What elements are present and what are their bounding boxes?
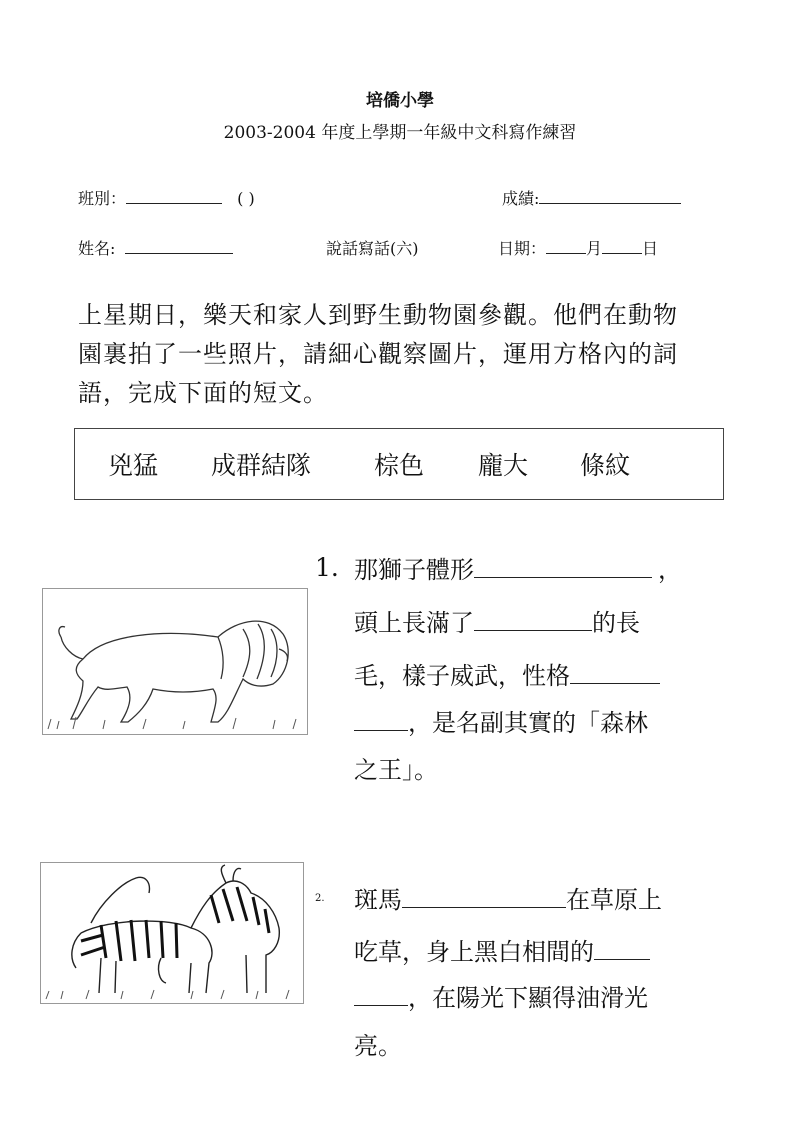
instructions-line: 園裏拍了一些照片，請細心觀察圖片，運用方格內的詞 [78, 340, 678, 368]
name-field [78, 236, 233, 259]
name-label: 姓名: [78, 239, 116, 258]
answer-blank[interactable] [354, 710, 408, 731]
zebra-picture [40, 862, 304, 1004]
lion-picture [42, 588, 308, 735]
day-blank [602, 239, 642, 254]
question-1-line [354, 550, 682, 585]
class-label: 班別： [78, 189, 127, 208]
answer-blank[interactable] [474, 557, 652, 578]
day-label: 日 [642, 239, 659, 258]
instructions-line: 語，完成下面的短文。 [78, 379, 328, 407]
lesson-title: 說話寫話(六) [326, 239, 419, 258]
date-label: 日期： [498, 239, 547, 258]
answer-blank[interactable] [402, 887, 566, 908]
question-1-text: 那獅子體形 [354, 556, 474, 584]
question-1-line [354, 703, 648, 738]
answer-blank[interactable] [570, 663, 660, 684]
question-2-line [354, 978, 648, 1013]
question-2-number: 2. [315, 893, 325, 904]
zebra-icon [41, 863, 303, 1003]
question-1-line [354, 656, 660, 691]
question-1-text: 的長 [592, 609, 640, 637]
lion-icon [43, 589, 307, 734]
answer-blank[interactable] [354, 985, 408, 1006]
question-1-text: ， [658, 556, 682, 584]
question-1-line [354, 603, 640, 638]
question-2-text: ，在陽光下顯得油滑光 [408, 984, 648, 1012]
class-number-paren: ( ) [237, 189, 255, 208]
answer-blank[interactable] [594, 939, 650, 960]
class-blank [126, 189, 222, 204]
question-2-text: 在草原上 [566, 886, 662, 914]
question-2-line [354, 880, 662, 915]
score-blank [539, 189, 681, 204]
school-name: 培僑小學 [366, 91, 434, 111]
word-bank-item: 兇猛 [108, 451, 159, 480]
month-label: 月 [586, 239, 603, 258]
question-2-text: 吃草，身上黑白相間的 [354, 938, 594, 966]
word-bank-item: 成群結隊 [211, 451, 312, 480]
date-field [498, 236, 658, 259]
instructions [78, 296, 728, 413]
word-bank-item: 條紋 [580, 451, 631, 480]
question-1-line: 之王」。 [354, 756, 438, 784]
month-blank [546, 239, 586, 254]
worksheet-title: 2003-2004 年度上學期一年級中文科寫作練習 [223, 123, 577, 143]
instructions-line: 上星期日，樂天和家人到野生動物園參觀。他們在動物 [78, 301, 678, 329]
question-2-line [354, 932, 650, 967]
question-2-line: 亮。 [354, 1032, 402, 1060]
class-field [78, 186, 255, 209]
name-blank [125, 239, 233, 254]
question-1-text: 毛，樣子威武，性格 [354, 662, 570, 690]
question-1-text: ，是名副其實的「森林 [408, 709, 648, 737]
question-1-text: 頭上長滿了 [354, 609, 474, 637]
score-label: 成績: [502, 189, 540, 208]
answer-blank[interactable] [474, 610, 592, 631]
score-field [502, 186, 681, 209]
word-bank-item: 棕色 [374, 451, 425, 480]
question-1-number: 1. [315, 553, 339, 582]
question-2-text: 斑馬 [354, 886, 402, 914]
word-bank-item: 龐大 [478, 451, 529, 480]
